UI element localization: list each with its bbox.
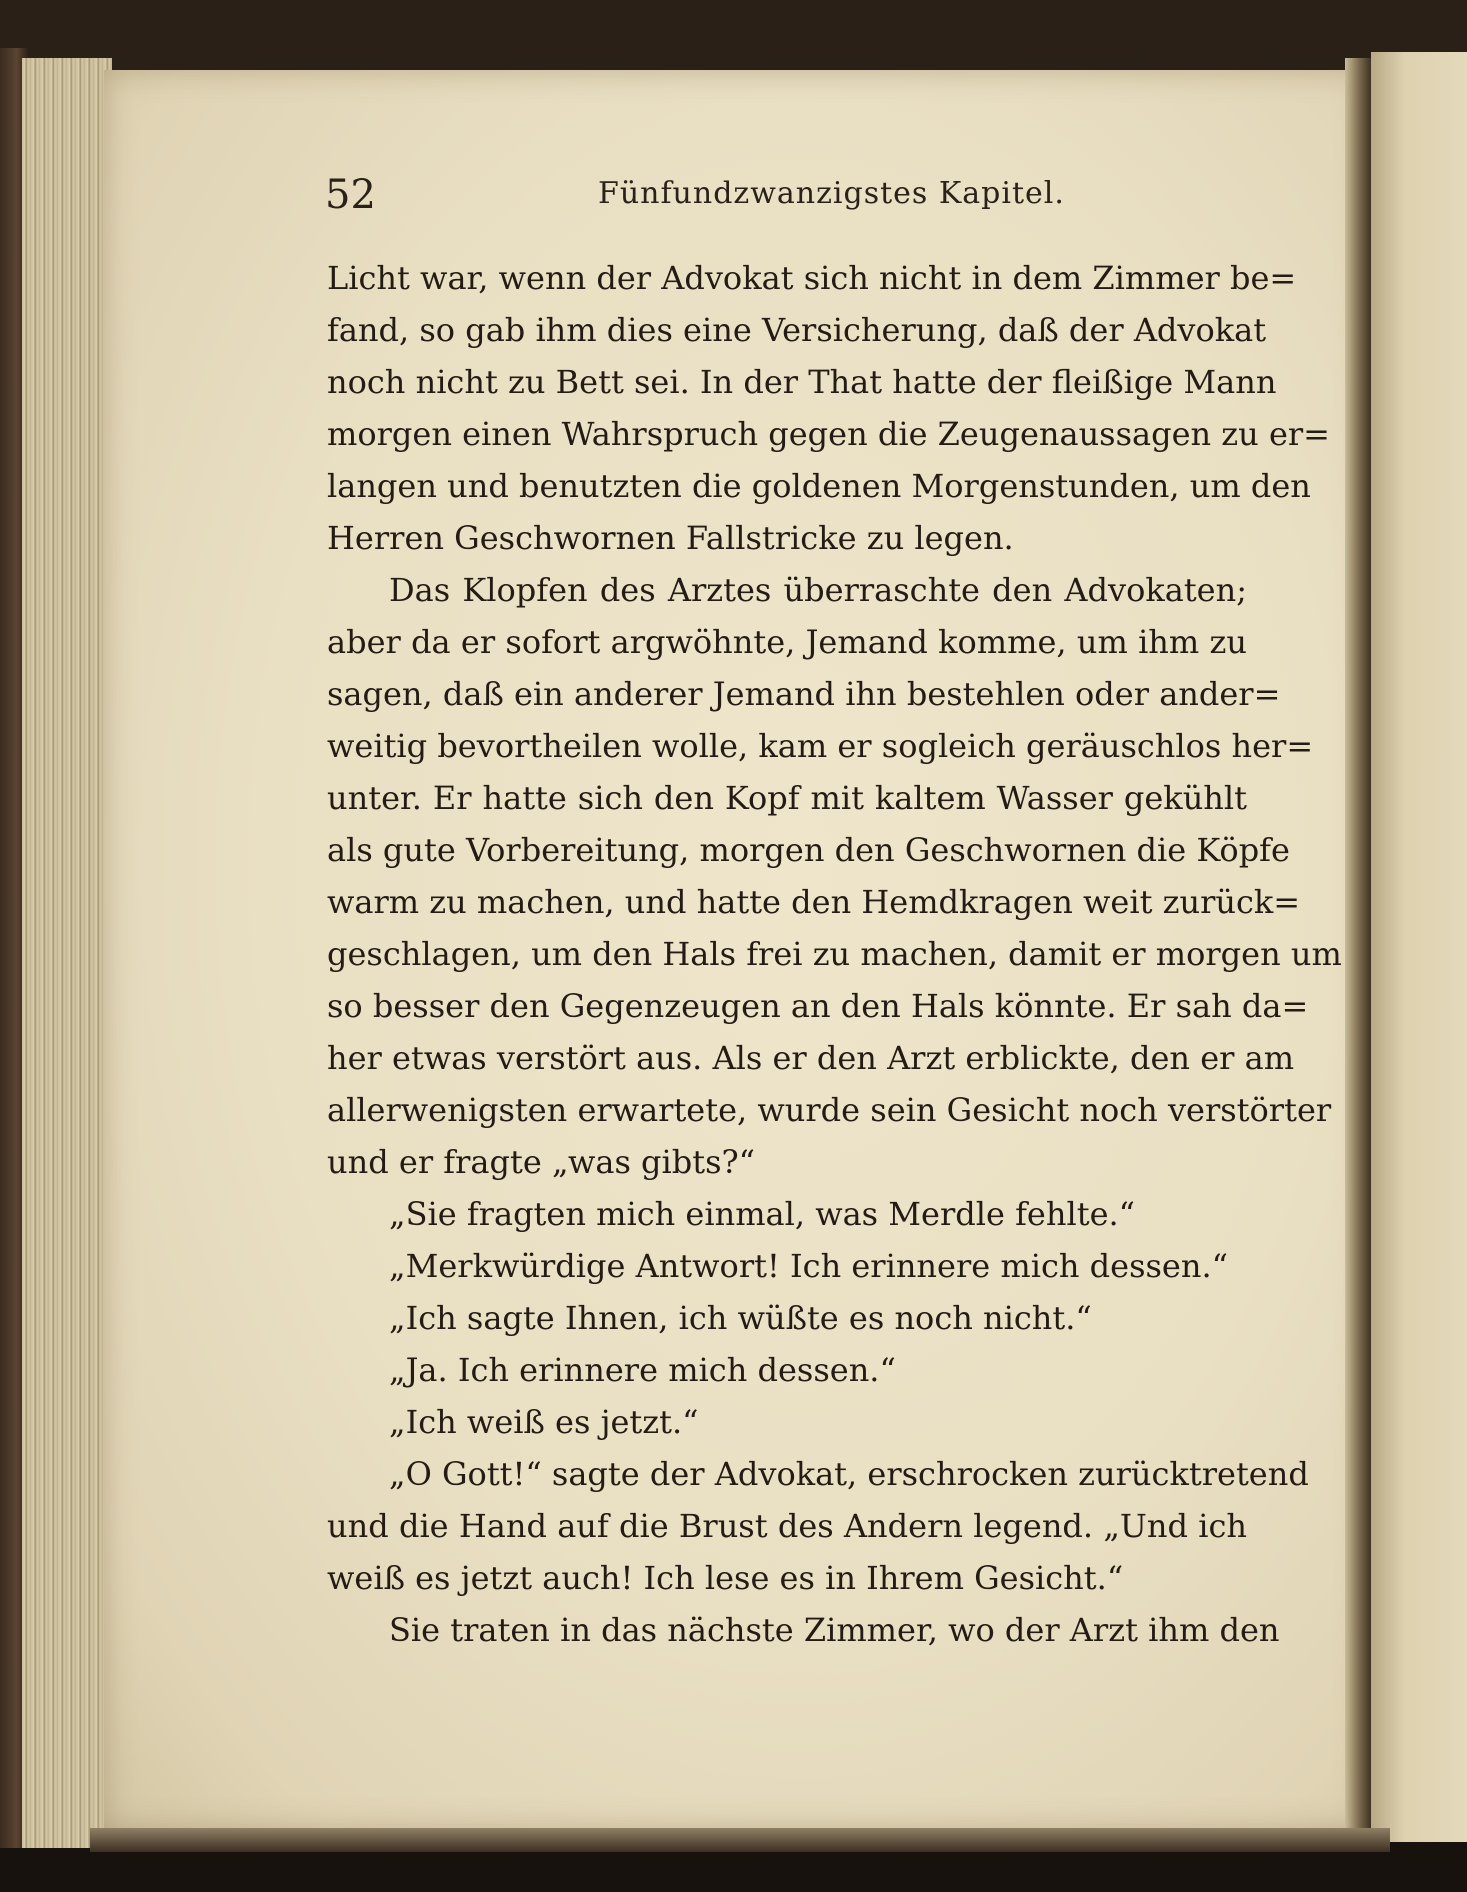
book-gutter: [1345, 58, 1371, 1838]
text-line: warm zu machen, und hatte den Hemdkragen weit zurück=: [327, 883, 1301, 921]
text-line: Licht war, wenn der Advokat sich nicht in dem Zimmer be=: [327, 259, 1297, 297]
book-bottom-edge: [90, 1828, 1390, 1852]
text-line: geschlagen, um den Hals frei zu machen, damit er morgen um: [327, 935, 1342, 973]
facing-page-edge: [1371, 52, 1467, 1842]
text-line: sagen, daß ein anderer Jemand ihn bestehlen oder ander=: [327, 675, 1281, 713]
text-line: fand, so gab ihm dies eine Versicherung, daß der Advokat: [327, 311, 1267, 349]
text-line: „Ich weiß es jetzt.“: [389, 1403, 699, 1441]
running-head: [0, 0, 1467, 240]
text-line: „Merkwürdige Antwort! Ich erinnere mich dessen.“: [389, 1247, 1228, 1285]
text-line: Das Klopfen des Arztes überraschte den Advokaten;: [389, 571, 1247, 609]
text-line: weiß es jetzt auch! Ich lese es in Ihrem Gesicht.“: [327, 1559, 1124, 1597]
text-line: „O Gott!“ sagte der Advokat, erschrocken zurücktretend: [389, 1455, 1309, 1493]
text-line: unter. Er hatte sich den Kopf mit kaltem Wasser gekühlt: [327, 779, 1247, 817]
text-line: Sie traten in das nächste Zimmer, wo der Arzt ihm den: [389, 1611, 1280, 1649]
text-line: „Ich sagte Ihnen, ich wüßte es noch nicht.“: [389, 1299, 1092, 1337]
text-line: morgen einen Wahrspruch gegen die Zeugenaussagen zu er=: [327, 415, 1330, 453]
text-line: „Ja. Ich erinnere mich dessen.“: [389, 1351, 896, 1389]
body-text: [327, 252, 1342, 1656]
text-line: Herren Geschwornen Fallstricke zu legen.: [327, 519, 1014, 557]
text-line: noch nicht zu Bett sei. In der That hatte der fleißige Mann: [327, 363, 1277, 401]
text-line: langen und benutzten die goldenen Morgenstunden, um den: [327, 467, 1311, 505]
text-line: „Sie fragten mich einmal, was Merdle fehlte.“: [389, 1195, 1136, 1233]
chapter-title: Fünfundzwanzigstes Kapitel.: [598, 176, 1065, 211]
text-line: so besser den Gegenzeugen an den Hals könnte. Er sah da=: [327, 987, 1309, 1025]
text-line: aber da er sofort argwöhnte, Jemand komme, um ihm zu: [327, 623, 1247, 661]
text-line: weitig bevortheilen wolle, kam er sogleich geräuschlos her=: [327, 727, 1314, 765]
text-line: allerwenigsten erwartete, wurde sein Gesicht noch verstörter: [327, 1091, 1332, 1129]
text-line: her etwas verstört aus. Als er den Arzt erblickte, den er am: [327, 1039, 1295, 1077]
page-stack-edge: [22, 58, 112, 1848]
text-line: und die Hand auf die Brust des Andern legend. „Und ich: [327, 1507, 1247, 1545]
text-line: als gute Vorbereitung, morgen den Geschwornen die Köpfe: [327, 831, 1290, 869]
text-line: und er fragte „was gibts?“: [327, 1143, 756, 1181]
page-number: 52: [325, 172, 376, 218]
